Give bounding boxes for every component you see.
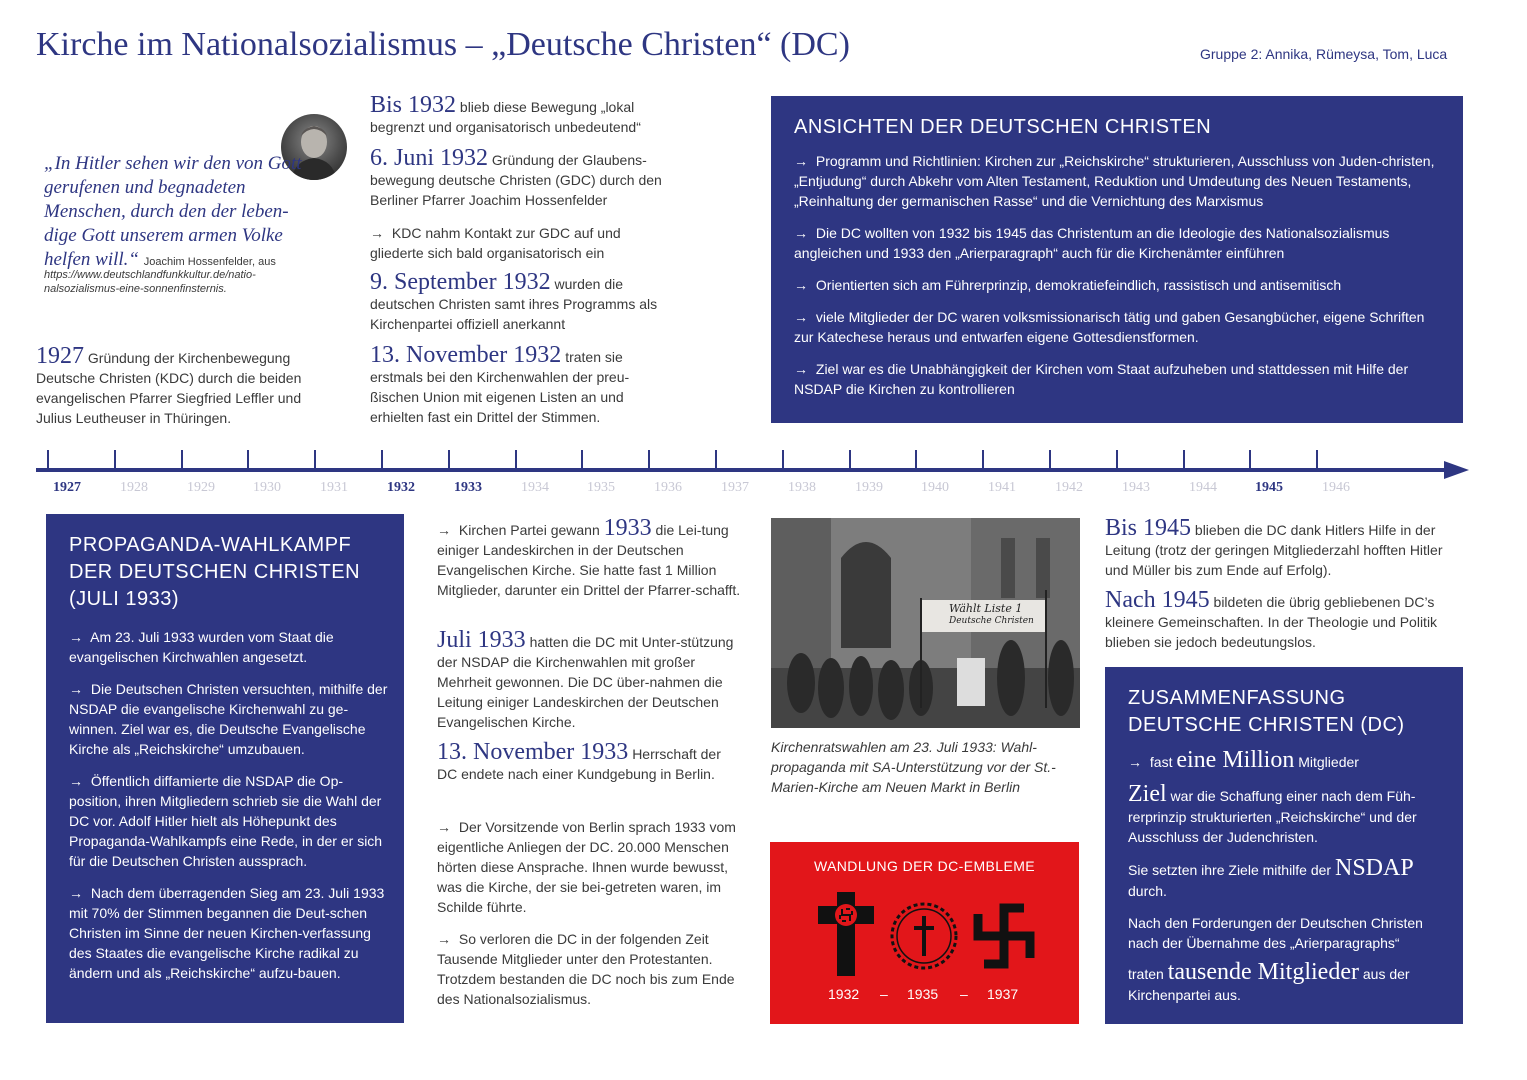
timeline-year-1932: 1932	[387, 480, 415, 495]
timeline-tick	[982, 450, 984, 470]
timeline-year-1936: 1936	[654, 480, 682, 495]
timeline-tick	[782, 450, 784, 470]
event-bis-1945-text: blieben die DC dank Hitlers Hilfe in der Leitung (trotz der geringen Mitgliederzahl hofften Hitler und Müller bis zum Ende auf Erfolg).	[1105, 522, 1443, 578]
summary-nsdap-pre: Sie setzten ihre Ziele mithilfe der	[1128, 862, 1332, 878]
quote-author: Joachim Hossenfelder, aus	[143, 256, 276, 268]
arrow-right-icon: →	[794, 309, 808, 325]
event-bis-1932-text: blieb diese Bewegung „lokal begrenzt und organisatorisch unbedeutend“	[370, 99, 641, 135]
event-1927	[36, 344, 336, 428]
event-nov-1933	[437, 740, 737, 784]
timeline-tick	[247, 450, 249, 470]
event-sep-1932	[370, 270, 680, 334]
timeline-tick	[1183, 450, 1185, 470]
summary-members-pre: fast	[1149, 754, 1173, 770]
timeline-tick	[849, 450, 851, 470]
event-nach-1945-date: Nach 1945	[1105, 587, 1210, 613]
event-member-loss	[437, 929, 742, 1009]
zusammenfassung-title: ZUSAMMENFASSUNG DEUTSCHE CHRISTEN (DC)	[1128, 687, 1405, 736]
event-kirchenpartei-text: die Lei-tung einiger Landeskirchen in der Deutschen Evangelischen Kirche. Sie hatte fast 1 Million Mitglieder, darunter ein Drittel der Pfarrer-schafft.	[437, 522, 741, 598]
propaganda-title: PROPAGANDA-WAHLKAMPF DER DEUTSCHEN CHRISTEN (JULI 1933)	[69, 534, 361, 610]
embleme-dash: –	[960, 986, 968, 1002]
summary-nsdap-post: durch.	[1128, 883, 1167, 899]
arrow-right-icon: →	[1128, 754, 1142, 770]
swastika-emblem	[972, 902, 1036, 975]
arrow-right-icon: →	[69, 629, 83, 645]
timeline-year-1939: 1939	[855, 480, 883, 495]
quote-text: „In Hitler sehen wir den von Gott gerufenen und begnadeten Menschen, durch den der leben-dige Gott unserem armen Volke helfen will.“	[44, 153, 302, 270]
summary-exit-post: aus der Kirchenpartei aus.	[1128, 966, 1410, 1003]
arrow-right-icon: →	[437, 931, 451, 947]
event-juni-1932	[370, 146, 680, 210]
summary-goal-big: Ziel	[1128, 781, 1167, 807]
timeline-year-1930: 1930	[253, 480, 281, 495]
timeline-tick	[648, 450, 650, 470]
timeline-tick	[181, 450, 183, 470]
quote-source: https://www.deutschlandfunkkultur.de/natio-nalsozialismus-eine-sonnenfinsternis.	[44, 269, 256, 295]
ansichten-item	[794, 307, 1441, 347]
propaganda-item-text: Die Deutschen Christen versuchten, mithilfe der NSDAP die evangelische Kirchenwahl zu ge-winnen. Ziel war es, die Deutsche Evangelische Kirche als „Reichskirche“ umzubauen.	[69, 681, 388, 757]
event-nach-1945	[1105, 588, 1450, 652]
ansichten-item	[794, 223, 1441, 263]
event-1927-text: Gründung der Kirchenbewegung Deutsche Christen (KDC) durch die beiden evangelischen Pfarrer Siegfried Leffler und Julius Leutheuser in Thüringen.	[36, 350, 302, 426]
propaganda-item	[69, 627, 392, 667]
arrow-right-icon: →	[437, 819, 451, 835]
photo-caption: Kirchenratswahlen am 23. Juli 1933: Wahl-propaganda mit SA-Unterstützung vor der St.-Marien-Kirche am Neuen Markt in Berlin	[771, 739, 1056, 795]
timeline-tick	[448, 450, 450, 470]
summary-goal	[1128, 781, 1451, 847]
timeline-year-1934: 1934	[521, 480, 549, 495]
event-nov-1932	[370, 343, 670, 427]
event-kirchenpartei-year: 1933	[603, 515, 652, 541]
event-bis-1945-date: Bis 1945	[1105, 515, 1192, 541]
arrow-right-icon: →	[794, 277, 808, 293]
photo-image	[771, 518, 1080, 728]
event-kdc-text: KDC nahm Kontakt zur GDC auf und gliederte sich bald organisatorisch ein	[370, 225, 621, 261]
event-1927-year: 1927	[36, 343, 84, 369]
timeline-tick	[381, 450, 383, 470]
arrow-right-icon: →	[437, 522, 451, 538]
summary-exit-pre: traten	[1128, 966, 1164, 982]
summary-members-post: Mitglieder	[1298, 754, 1359, 770]
arrow-right-icon: →	[794, 361, 808, 377]
timeline-year-1927: 1927	[53, 480, 81, 495]
propaganda-item-text: Am 23. Juli 1933 wurden vom Staat die evangelischen Kirchwahlen angesetzt.	[69, 629, 334, 665]
summary-members-big: eine Million	[1176, 747, 1295, 773]
propaganda-item	[69, 679, 392, 759]
timeline-arrowhead	[1444, 461, 1469, 479]
propaganda-item	[69, 883, 392, 983]
propaganda-item-text: Nach dem überragenden Sieg am 23. Juli 1933 mit 70% der Stimmen begannen die Deut-schen Christen im Sinne der neuen Kirchen-verfassung des Staates die evangelische Kirche radikal zu ändern und als „Reichskirche“ aufzu-bauen.	[69, 885, 385, 981]
ansichten-item-text: Die DC wollten von 1932 bis 1945 das Christentum an die Ideologie des Nationalsozialismus angleichen und 1933 den „Arierparagraph“ auch für die Kirchenämter einführen	[794, 225, 1390, 261]
event-juli-1933-date: Juli 1933	[437, 627, 526, 653]
timeline-year-1940: 1940	[921, 480, 949, 495]
propaganda-item	[69, 771, 392, 871]
timeline-tick	[1049, 450, 1051, 470]
photo-sign	[949, 602, 1034, 628]
timeline-year-1941: 1941	[988, 480, 1016, 495]
ansichten-item	[794, 151, 1441, 211]
event-member-loss-text: So verloren die DC in der folgenden Zeit Tausende Mitglieder unter den Protestanten. Trotzdem bestanden die DC noch bis zum Ende des Nationalsozialismus.	[437, 931, 735, 1007]
ansichten-item-text: Ziel war es die Unabhängigkeit der Kirchen vom Staat aufzuheben und stattdessen mit Hilfe der NSDAP die Kirchen zu kontrollieren	[794, 361, 1409, 397]
event-kirchenpartei-pre: Kirchen Partei gewann	[458, 522, 600, 538]
arrow-right-icon: →	[69, 681, 83, 697]
event-bis-1932	[370, 93, 680, 137]
event-juni-1932-text: Gründung der Glaubens-bewegung deutsche Christen (GDC) durch den Berliner Pfarrer Joachim Hossenfelder	[370, 152, 662, 208]
timeline-year-1929: 1929	[187, 480, 215, 495]
embleme-year: 1935	[907, 986, 939, 1002]
event-nov-1933-date: 13. November 1933	[437, 739, 629, 765]
event-bis-1945	[1105, 516, 1460, 580]
zusammenfassung-panel	[1105, 667, 1463, 1024]
timeline-year-1928: 1928	[120, 480, 148, 495]
photo-sign-line: Deutsche Christen	[949, 616, 1034, 626]
timeline-tick	[114, 450, 116, 470]
arrow-right-icon: →	[794, 225, 808, 241]
event-nov-1932-text: traten sie erstmals bei den Kirchenwahlen der preu-ßischen Union mit eigenen Listen an und erhielten fast ein Drittel der Stimmen.	[370, 349, 630, 425]
propaganda-panel	[46, 514, 404, 1023]
event-sep-1932-date: 9. September 1932	[370, 269, 551, 295]
ansichten-item	[794, 275, 1441, 295]
arrow-right-icon: →	[794, 153, 808, 169]
timeline-year-1944: 1944	[1189, 480, 1217, 495]
timeline-tick	[1116, 450, 1118, 470]
timeline-tick	[1316, 450, 1318, 470]
summary-members	[1128, 747, 1451, 773]
photo-sign-line: Wählt Liste 1	[949, 602, 1023, 615]
event-nov-1933-text: Herrschaft der DC endete nach einer Kundgebung in Berlin.	[437, 746, 721, 782]
summary-nsdap	[1128, 855, 1451, 901]
ansichten-title: ANSICHTEN DER DEUTSCHEN CHRISTEN	[794, 116, 1212, 138]
event-bis-1932-date: Bis 1932	[370, 92, 457, 118]
event-nach-1945-text: bildeten die übrig gebliebenen DC’s kleinere Gemeinschaften. In der Theologie und Politik blieben sie jedoch bedeutungslos.	[1105, 594, 1438, 650]
timeline-tick	[581, 450, 583, 470]
event-juni-1932-date: 6. Juni 1932	[370, 145, 489, 171]
ansichten-item-text: viele Mitglieder der DC waren volksmissionarisch tätig und gaben Gesangbücher, eigene Schriften zur Katechese heraus und entwarfen eigene Gottesdienstformen.	[794, 309, 1425, 345]
event-kirchenpartei-1933	[437, 516, 742, 600]
ansichten-item-text: Orientierten sich am Führerprinzip, demokratiefeindlich, rassistisch und antisemitisch	[815, 277, 1342, 293]
timeline-year-1945: 1945	[1255, 480, 1283, 495]
embleme-dash: –	[880, 986, 888, 1002]
event-kdc	[370, 223, 670, 263]
timeline-year-1943: 1943	[1122, 480, 1150, 495]
quote	[44, 152, 314, 274]
summary-goal-text: war die Schaffung einer nach dem Füh-rerprinzip strukturierten „Reichskirche“ und der Ausschluss der Judenchristen.	[1128, 788, 1417, 845]
arrow-right-icon: →	[69, 773, 83, 789]
ansichten-item-text: Programm und Richtlinien: Kirchen zur „Reichskirche“ strukturieren, Ausschluss von Juden-christen, „Entjudung“ durch Abkehr vom Alten Testament, Reduktion und Umdeutung des Neuen Testaments, „Reinhaltung der germanischen Rasse“ und die Vernichtung des Marxismus	[794, 153, 1435, 209]
timeline-tick	[1249, 450, 1251, 470]
summary-exit	[1128, 959, 1451, 1005]
embleme-year: 1937	[987, 986, 1019, 1002]
timeline-year-1938: 1938	[788, 480, 816, 495]
timeline-year-1942: 1942	[1055, 480, 1083, 495]
event-nov-1932-date: 13. November 1932	[370, 342, 562, 368]
timeline-tick	[47, 450, 49, 470]
cross-swastika-emblem	[818, 892, 874, 981]
timeline-year-1937: 1937	[721, 480, 749, 495]
propaganda-item-text: Öffentlich diffamierte die NSDAP die Op-position, ihren Mitgliedern schrieb sie die Wahl der DC vor. Adolf Hitler hielt als Höhepunkt des Propaganda-Wahlkampfs eine Rede, in der er sich für die Deutschen Christen aussprach.	[69, 773, 383, 869]
timeline-year-1935: 1935	[587, 480, 615, 495]
summary-nsdap-big: NSDAP	[1334, 855, 1414, 881]
event-juli-1933-text: hatten die DC mit Unter-stützung der NSDAP die Kirchenwahlen mit großer Mehrheit gewonnen. Die DC über-nahmen die Leitung einiger Landeskirchen der Deutschen Evangelischen Kirche.	[437, 634, 734, 730]
arrow-right-icon: →	[69, 885, 83, 901]
ansichten-panel	[771, 96, 1463, 423]
timeline-year-1946: 1946	[1322, 480, 1350, 495]
timeline-year-1931: 1931	[320, 480, 348, 495]
embleme-title: WANDLUNG DER DC-EMBLEME	[813, 858, 1036, 874]
timeline-tick	[515, 450, 517, 470]
timeline-tick	[314, 450, 316, 470]
timeline-tick	[715, 450, 717, 470]
event-berlin-speech	[437, 817, 742, 917]
timeline-tick	[915, 450, 917, 470]
ansichten-item	[794, 359, 1441, 399]
embleme-year: 1932	[828, 986, 860, 1002]
summary-exit-big: tausende Mitglieder	[1167, 959, 1359, 985]
event-berlin-speech-text: Der Vorsitzende von Berlin sprach 1933 vom eigentliche Anliegen der DC. 20.000 Menschen hörten diese Ansprache. Ihnen wurde bewusst, was die Kirche, der sie bei-getreten waren, im Schilde führte.	[437, 819, 736, 915]
page-title: Kirche im Nationalsozialismus – „Deutsche Christen“ (DC)	[36, 26, 850, 63]
crown-cross-emblem	[888, 900, 960, 977]
timeline-year-1933: 1933	[454, 480, 482, 495]
embleme-panel	[770, 842, 1079, 1024]
summary-demands: Nach den Forderungen der Deutschen Christen nach der Übernahme des „Arierparagraphs“	[1128, 915, 1423, 951]
event-juli-1933	[437, 628, 742, 732]
arrow-right-icon: →	[370, 225, 384, 241]
group-members: Gruppe 2: Annika, Rümeysa, Tom, Luca	[1200, 46, 1448, 62]
event-sep-1932-text: wurden die deutschen Christen samt ihres Programms als Kirchenpartei offiziell anerkannt	[370, 276, 658, 332]
